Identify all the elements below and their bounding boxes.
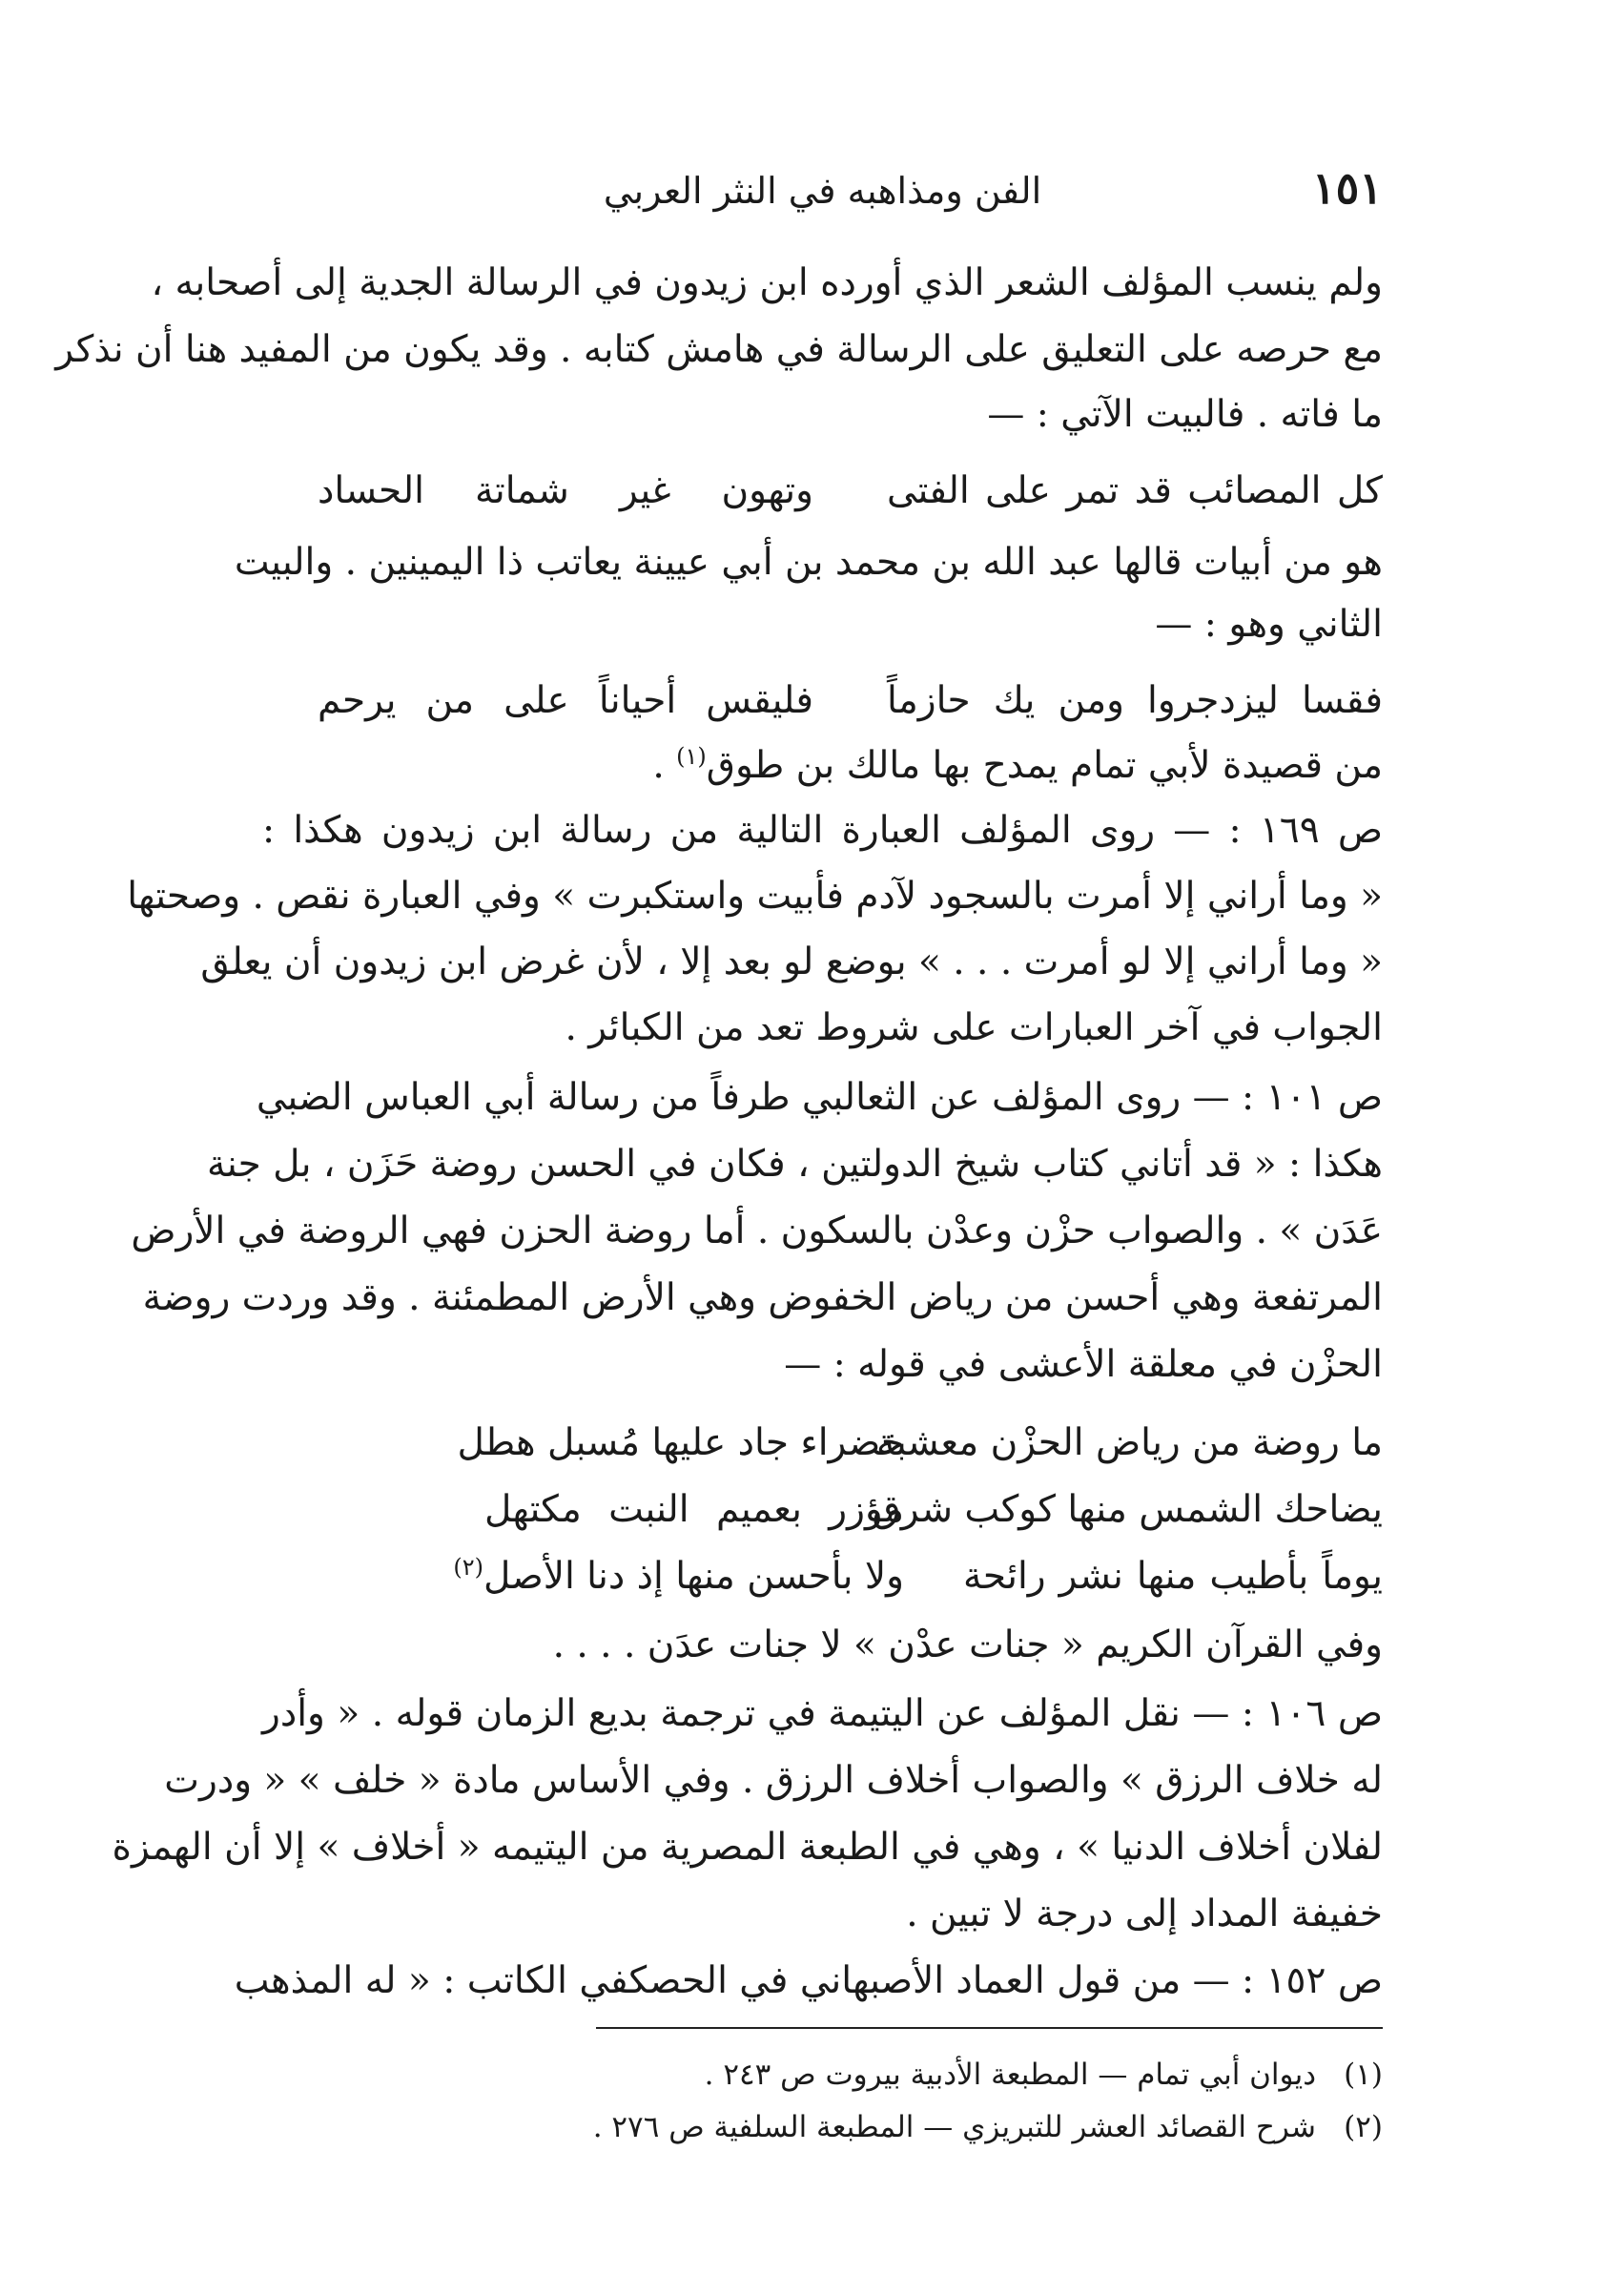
body-line: « وما أراني إلا أمرت بالسجود لآدم فأبيت واستكبرت » وفي العبارة نقص . وصحتها	[127, 875, 1383, 918]
body-line: ص ١٠١ : — روى المؤلف عن الثعالبي طرفاً من رسالة أبي العباس الضبي	[256, 1076, 1383, 1119]
body-line: « وما أراني إلا لو أمرت . . . » بوضع لو بعد إلا ، لأن غرض ابن زيدون أن يعلق	[200, 941, 1383, 983]
body-line: ما فاته . فالبيت الآتي : —	[987, 393, 1383, 436]
verse-second-hemistich: فليقس أحياناً على من يرحم	[318, 679, 813, 722]
body-line: ص ١٥٢ : — من قول العماد الأصبهاني في الحصكفي الكاتب : « له المذهب	[234, 1959, 1383, 2002]
line-end-period: .	[652, 744, 665, 787]
verse-first-hemistich: فقسا ليزدجروا ومن يك حازماً	[887, 679, 1383, 722]
body-line-text: من قصيدة لأبي تمام يمدح بها مالك بن طوق	[706, 744, 1383, 787]
verse-first-hemistich: ما روضة من رياض الحزْن معشبة	[876, 1421, 1383, 1464]
body-line: الحزْن في معلقة الأعشى في قوله : —	[784, 1343, 1383, 1386]
verse-text: ولا بأحسن منها إذ دنا الأصل	[483, 1555, 904, 1598]
body-line: لفلان أخلاف الدنيا » ، وهي في الطبعة المصرية من اليتيمه « أخلاف » إلا أن الهمزة	[112, 1826, 1383, 1869]
body-line: ص ١٦٩ : — روى المؤلف العبارة التالية من رسالة ابن زيدون هكذا :	[262, 809, 1383, 852]
footnote	[334, 2051, 1383, 2099]
page-number: ١٥١	[1311, 162, 1383, 214]
verse-second-hemistich: وتهون غير شماتة الحساد	[318, 469, 813, 512]
running-title: الفن ومذاهبه في النثر العربي	[603, 170, 1042, 212]
body-line: المرتفعة وهي أحسن من رياض الخفوض وهي الأرض المطمئنة . وقد وردت روضة	[142, 1276, 1383, 1319]
footnote-number: (٢)	[1344, 2110, 1383, 2144]
body-line: هو من أبيات قالها عبد الله بن محمد بن أبي عيينة يعاتب ذا اليمينين . والبيت	[234, 541, 1383, 584]
footnote-number: (١)	[1344, 2058, 1383, 2092]
body-line: الثاني وهو : —	[1155, 603, 1383, 646]
body-line: هكذا : « قد أتاني كتاب شيخ الدولتين ، فكان في الحسن روضة حَزَن ، بل جنة	[206, 1143, 1383, 1186]
body-line: له خلاف الرزق » والصواب أخلاف الرزق . وفي الأساس مادة « خلف » « ودرت	[164, 1759, 1383, 1802]
body-line: ص ١٠٦ : — نقل المؤلف عن اليتيمة في ترجمة بديع الزمان قوله . « وأدر	[262, 1692, 1383, 1735]
body-line: خفيفة المداد إلى درجة لا تبين .	[906, 1893, 1383, 1935]
verse-first-hemistich: يوماً بأطيب منها نشر رائحة	[963, 1555, 1383, 1598]
footnote-text: شرح القصائد العشر للتبريزي — المطبعة السلفية ص ٢٧٦ .	[592, 2110, 1316, 2144]
verse-second-hemistich	[453, 1543, 904, 1610]
verse-second-hemistich: مؤزر بعميم النبت مكتهل	[484, 1488, 904, 1531]
footnote	[334, 2103, 1383, 2151]
body-line: ولم ينسب المؤلف الشعر الذي أورده ابن زيدون في الرسالة الجدية إلى أصحابه ،	[151, 261, 1383, 304]
footnote-text: ديوان أبي تمام — المطبعة الأدبية بيروت ص ٢٤٣ .	[704, 2058, 1316, 2092]
body-line	[262, 733, 1383, 799]
verse-second-hemistich: خضراء جاد عليها مُسبل هطل	[457, 1421, 904, 1464]
body-line: الجواب في آخر العبارات على شروط تعد من الكبائر .	[565, 1006, 1383, 1049]
footnote-ref: (١)	[676, 743, 707, 770]
verse-first-hemistich: كل المصائب قد تمر على الفتى	[887, 469, 1383, 512]
footnote-divider	[596, 2027, 1383, 2029]
body-line: وفي القرآن الكريم « جنات عدْن » لا جنات عدَن . . . .	[552, 1624, 1383, 1666]
body-line: عَدَن » . والصواب حزْن وعدْن بالسكون . أما روضة الحزن فهي الروضة في الأرض	[131, 1210, 1383, 1252]
body-line: مع حرصه على التعليق على الرسالة في هامش كتابه . وقد يكون من المفيد هنا أن نذكر	[55, 328, 1383, 371]
page-header	[262, 162, 1383, 229]
footnote-ref: (٢)	[453, 1554, 484, 1581]
verse-first-hemistich: يضاحك الشمس منها كوكب شرق	[872, 1488, 1383, 1531]
